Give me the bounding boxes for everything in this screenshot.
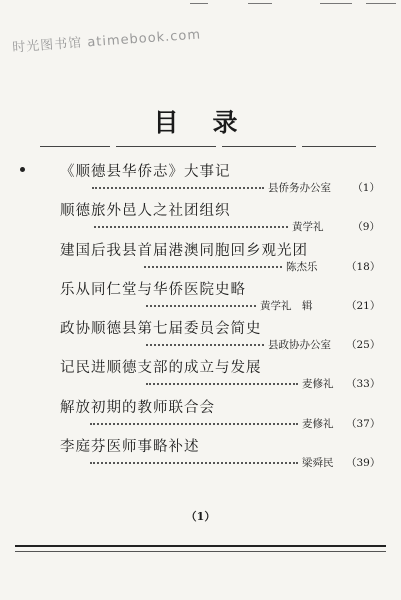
dot-leader (90, 423, 298, 425)
dot-leader (146, 383, 298, 385)
entry-author: 黄学礼 (292, 221, 324, 234)
entry-title: 顺德旅外邑人之社团组织 (60, 203, 231, 220)
entry-title: 乐从同仁堂与华侨医院史略 (60, 281, 246, 298)
entry-author: 黄学礼 辑 (260, 299, 313, 312)
toc-entry[interactable] (20, 396, 380, 435)
entry-page: （33） (346, 378, 381, 391)
dot-leader (90, 462, 298, 464)
entry-page: （39） (346, 457, 381, 470)
table-of-contents (20, 160, 380, 474)
bullet-icon (20, 167, 25, 172)
entry-title: 解放初期的教师联合会 (60, 399, 215, 416)
entry-author: 梁舜民 (302, 457, 334, 470)
entry-title: 李庭芬医师事略补述 (60, 439, 200, 456)
dot-leader (94, 226, 288, 228)
toc-entry[interactable] (20, 317, 380, 356)
toc-entry[interactable] (20, 356, 380, 395)
entry-author: 县侨务办公室 (268, 182, 331, 194)
entry-title: 记民进顺德支部的成立与发展 (60, 360, 262, 377)
top-rule (248, 3, 272, 4)
title-underline (116, 146, 216, 147)
toc-entry[interactable] (20, 239, 380, 278)
entry-title: 建国后我县首届港澳同胞回乡观光团 (60, 242, 308, 259)
toc-entry[interactable] (20, 199, 380, 238)
dot-leader (146, 344, 264, 346)
page-title: 目录 (153, 108, 272, 137)
top-rule (366, 3, 396, 4)
page-number: （1） (185, 510, 216, 523)
dot-leader (144, 266, 282, 268)
entry-page: （1） (352, 182, 380, 194)
top-rule (320, 3, 352, 4)
dot-leader (146, 305, 256, 307)
title-underline (222, 146, 296, 147)
entry-page: （9） (352, 221, 380, 234)
entry-author: 麦修礼 (302, 378, 334, 391)
title-underline (302, 146, 376, 147)
entry-author: 麦修礼 (302, 417, 334, 430)
title-underline (40, 146, 110, 147)
entry-author: 县政协办公室 (268, 339, 331, 352)
bottom-rule (15, 545, 386, 547)
entry-page: （25） (346, 339, 381, 352)
entry-author: 陈杰乐 (286, 260, 318, 273)
entry-page: （37） (346, 417, 381, 430)
watermark: 时光图书馆 atimebook.com (11, 27, 202, 56)
entry-page: （21） (346, 299, 381, 312)
toc-entry[interactable] (20, 160, 380, 199)
toc-entry[interactable] (20, 435, 380, 474)
top-rule (190, 3, 208, 4)
entry-title: 《顺德县华侨志》大事记 (60, 164, 231, 180)
toc-entry[interactable] (20, 278, 380, 317)
dot-leader (92, 187, 264, 189)
entry-page: （18） (346, 260, 381, 273)
bottom-rule (15, 551, 386, 552)
entry-title: 政协顺德县第七届委员会简史 (60, 321, 262, 338)
